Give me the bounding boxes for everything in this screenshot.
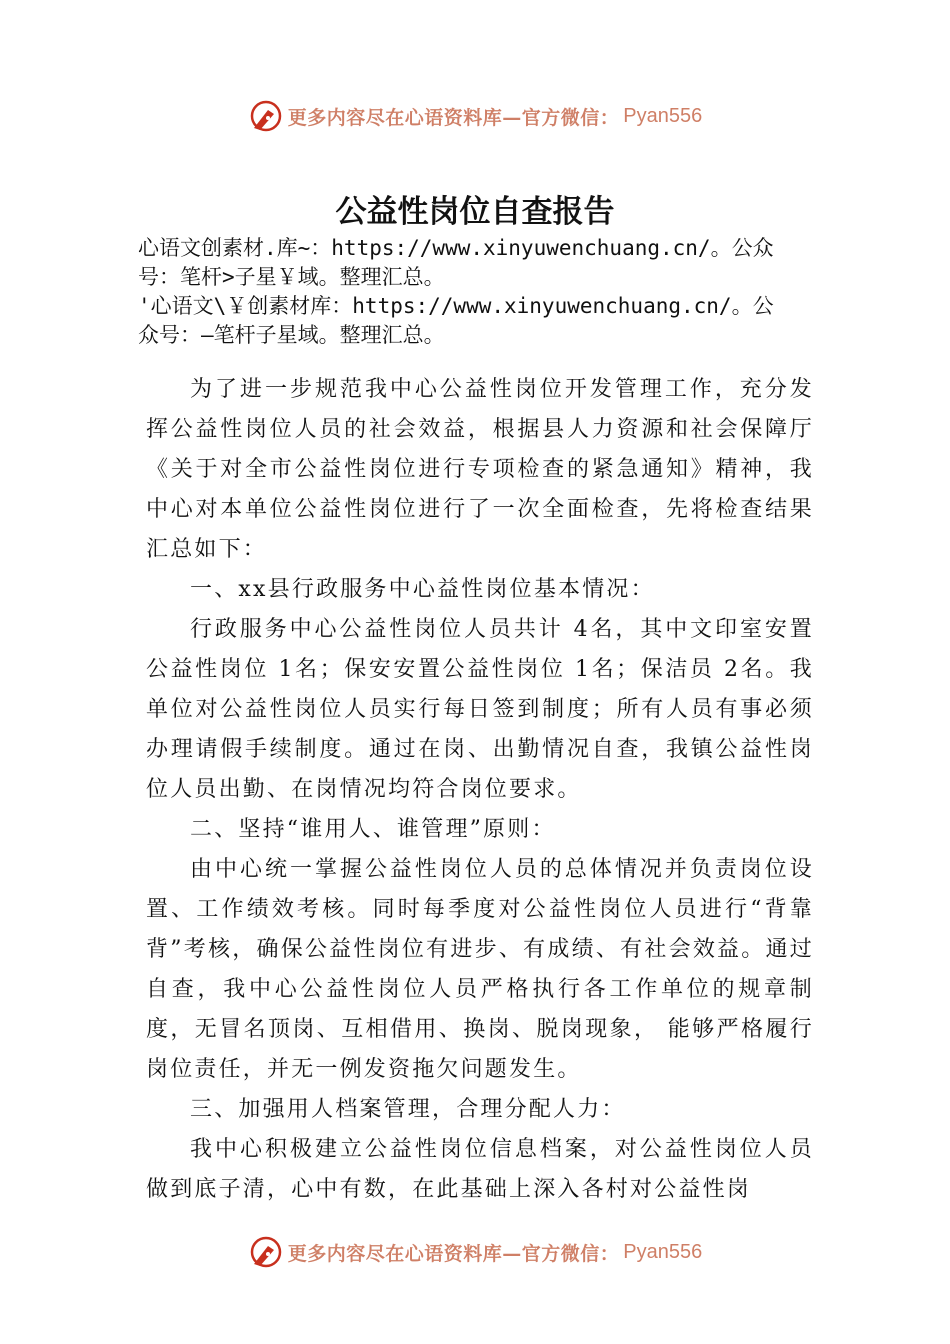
banner-handle: Pyan556: [623, 104, 703, 127]
banner-handle: Pyan556: [623, 1240, 703, 1263]
paragraph: 行政服务中心公益性岗位人员共计 4名，其中文印室安置公益性岗位 1名；保安安置公益性岗位 1名；保洁员 2名。我单位对公益性岗位人员实行每日签到制度；所有人员有事必须办理请假手续制度。通过在岗、出勤情况自查，我镇公益性岗位人员出勤、在岗情况均符合岗位要求。: [146, 617, 814, 802]
paragraph: 我中心积极建立公益性岗位信息档案，对公益性岗位人员做到底子清，心中有数，在此基础上深入各村对公益性岗: [146, 1137, 814, 1202]
pen-nib-logo-icon: [248, 98, 284, 134]
document-title: 公益性岗位自查报告: [335, 194, 615, 230]
footer-banner: [0, 1232, 950, 1272]
paragraph: 由中心统一掌握公益性岗位人员的总体情况并负责岗位设置、工作绩效考核。同时每季度对公益性岗位人员进行“背靠背”考核，确保公益性岗位有进步、有成绩、有社会效益。通过自查，我中心公益性岗位人员严格执行各工作单位的规章制度，无冒名顶岗、互相借用、换岗、脱岗现象， 能够严格履行岗位责任，并无一例发资拖欠问题发生。: [146, 857, 814, 1082]
banner-text: 更多内容尽在心语资料库—官方微信：: [287, 1242, 620, 1265]
pen-nib-logo-icon: [248, 1234, 284, 1270]
source-note-2: [138, 292, 828, 350]
source-line: 众号：—笔杆子星域。整理汇总。: [138, 323, 445, 347]
section-heading: 三、加强用人档案管理，合理分配人力：: [190, 1097, 626, 1122]
source-note-1: [138, 234, 828, 292]
banner-text: 更多内容尽在心语资料库—官方微信：: [287, 106, 620, 129]
header-banner: [0, 96, 950, 136]
source-line: 心语文创素材.库~：https://www.xinyuwenchuang.cn/。公众: [138, 236, 774, 260]
source-line: 号：笔杆>子星￥域。整理汇总。: [138, 265, 445, 289]
section-heading: 一、xx县行政服务中心益性岗位基本情况：: [190, 577, 655, 602]
paragraph: 为了进一步规范我中心公益性岗位开发管理工作，充分发挥公益性岗位人员的社会效益，根据县人力资源和社会保障厅《关于对全市公益性岗位进行专项检查的紧急通知》精神，我中心对本单位公益性岗位进行了一次全面检查，先将检查结果汇总如下：: [146, 377, 814, 562]
section-heading: 二、坚持“谁用人、谁管理”原则：: [190, 817, 556, 842]
source-line: '心语文\￥创素材库：https://www.xinyuwenchuang.cn/。公: [138, 294, 774, 318]
document-body: [146, 370, 814, 1210]
